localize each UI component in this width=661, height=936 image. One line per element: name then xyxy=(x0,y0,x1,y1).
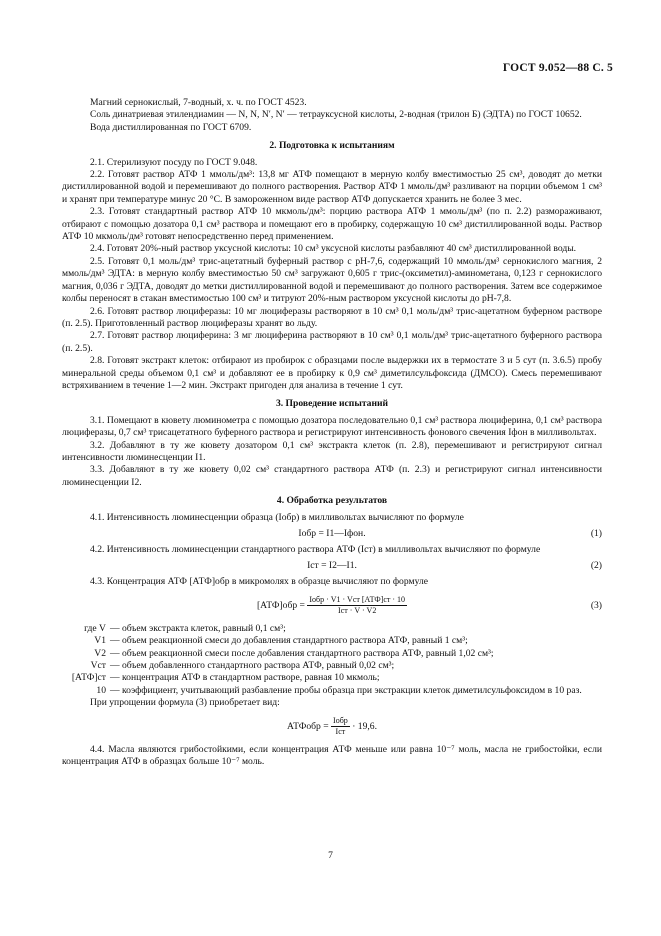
formula-3-fraction xyxy=(307,595,407,616)
paragraph-2-3: 2.3. Готовят стандартный раствор АТФ 10 мкмоль/дм³: порцию раствора АТФ 1 ммоль/дм³ (по п. 2.2) размораживают, отбирают с помощью дозатора 0,1 см³ раствора и помещают его в пробирку, содержащую 10 см³ дистиллированной воды. Раствор АТФ 10 мкмоль/дм³ готовят непосредственно перед применением. xyxy=(62,206,602,243)
section-3-title: 3. Проведение испытаний xyxy=(275,398,389,410)
paragraph-3-2: 3.2. Добавляют в ту же кювету дозатором 0,1 см³ экстракта клеток (п. 2.8), перемешивают и регистрируют сигнал интенсивности люминесценции I1. xyxy=(62,439,602,463)
legend-symbol: V1 xyxy=(94,635,106,647)
legend-symbol: 10 xyxy=(96,684,106,696)
formula-3 xyxy=(62,591,602,621)
standard-header: ГОСТ 9.052—88 С. 5 xyxy=(502,62,613,74)
legend-symbol: [АТФ]ст xyxy=(71,672,106,684)
legend-row xyxy=(62,635,602,647)
paragraph-2-8: 2.8. Готовят экстракт клеток: отбирают из пробирок с образцами после выдержки их в термостате 3 и 5 сут (п. 3.6.5) пробу минеральной среды объемом 0,1 см³ и добавляют ее в пробирку к 0,9 см³ диметилсульфоксида (ДМСО). Смесь перемешивают встряхиванием в течение 1—2 мин. Экстракт пригоден для анализа в течение 1 сут. xyxy=(62,355,602,391)
formula-4-fraction xyxy=(331,716,350,737)
intro-line: Вода дистиллированная по ГОСТ 6709. xyxy=(90,121,252,133)
page-body xyxy=(62,97,602,768)
formula-2-text: Iст = I2—I1. xyxy=(307,560,357,572)
formula-3-lhs: [АТФ]обр = xyxy=(256,599,305,611)
paragraph-4-1: 4.1. Интенсивность люминесценции образца (Iобр) в милливольтах вычисляют по формуле xyxy=(90,511,464,523)
section-2-title: 2. Подготовка к испытаниям xyxy=(269,140,395,152)
intro-line: Соль динатриевая этилендиамин — N, N, N′, N′ — тетрауксусной кислоты, 2-водная (трилон Б) (ЭДТА) по ГОСТ 10652. xyxy=(90,109,582,121)
formula-4-numerator: Iобр xyxy=(333,715,348,725)
paragraph-2-4: 2.4. Готовят 20%-ный раствор уксусной кислоты: 10 см³ уксусной кислоты разбавляют 40 см³ дистиллированной воды. xyxy=(90,243,577,255)
legend-text: — коэффициент, учитывающий разбавление пробы образца при экстракции клеток диметилсульфоксидом в 10 раз. xyxy=(110,684,582,696)
formula-4-lhs: АТФобр = xyxy=(287,720,329,732)
legend-symbol: где V xyxy=(84,622,106,634)
formula-1-number: (1) xyxy=(590,528,602,539)
legend-text: — объем реакционной смеси после добавления стандартного раствора АТФ, равный 1,02 см³; xyxy=(110,647,494,659)
paragraph-2-2: 2.2. Готовят раствор АТФ 1 ммоль/дм³: 13,8 мг АТФ помещают в мерную колбу вместимостью 25 см³, доводят до метки дистиллированной водой и перемешивают до полного растворения. Раствор АТФ 1 ммоль/дм³ разливают на порции объемом 1 см³ и хранят при температуре минус 20 °С. В замороженном виде раствор АТФ допускается хранить не более 3 мес. xyxy=(62,169,602,205)
paragraph-4-2: 4.2. Интенсивность люминесценции стандартного раствора АТФ (Iст) в милливольтах вычисляют по формуле xyxy=(90,544,541,555)
legend-symbol: V2 xyxy=(94,647,106,659)
formula-2-number: (2) xyxy=(590,560,602,572)
formula-1-text: Iобр = I1—Iфон. xyxy=(298,528,366,539)
formula-4-rhs: · 19,6. xyxy=(352,720,377,732)
legend-row xyxy=(62,660,602,672)
intro-line: Магний сернокислый, 7-водный, х. ч. по ГОСТ 4523. xyxy=(90,97,307,108)
page-number: 7 xyxy=(328,850,333,861)
paragraph-3-1: 3.1. Помещают в кювету люминометра с помощью дозатора последовательно 0,1 см³ раствора люциферина, 0,1 см³ раствора люциферазы, 0,7 см³ трисацетатного буферного раствора и регистрируют интенсивность фонового свечения Iфон в милливольтах. xyxy=(62,414,602,439)
legend-row xyxy=(62,623,602,635)
legend-symbol: Vст xyxy=(90,660,106,672)
legend-row xyxy=(62,672,602,684)
formula-4 xyxy=(62,712,602,742)
paragraph-2-5: 2.5. Готовят 0,1 моль/дм³ трис-ацетатный буферный раствор с рН-7,6, содержащий 10 ммоль/дм³ сернокислого магния, 2 ммоль/дм³ ЭДТА: в мерную колбу вместимостью 50 см³ загружают 0,605 г трис-(оксиметил)-аминометана, 0,123 г сернокислого магния, 0,036 г ЭДТА, доводят до метки дистиллированной водой и перемешивают до полного растворения. Затем все содержимое колбы переносят в стакан вместимостью 100 см³ и титруют 20%-ным раствором уксусной кислоты до рН-7,8. xyxy=(62,255,602,305)
formula-1 xyxy=(62,526,602,542)
paragraph-3-3: 3.3. Добавляют в ту же кювету 0,02 см³ стандартного раствора АТФ (п. 2.3) и регистрируют сигнал интенсивности люминесценции I2. xyxy=(62,464,602,488)
legend-text: — объем экстракта клеток, равный 0,1 см³; xyxy=(110,622,286,634)
paragraph-4-4: 4.4. Масла являются грибостойкими, если концентрация АТФ меньше или равна 10⁻⁷ моль, масла не грибостойки, если концентрация АТФ в образцах больше 10⁻⁷ моль. xyxy=(62,743,602,768)
simplified-intro: При упрощении формула (3) приобретает вид: xyxy=(90,697,280,709)
formula-2 xyxy=(62,558,602,574)
legend-row xyxy=(62,648,602,660)
formula-3-number: (3) xyxy=(590,599,602,611)
paragraph-4-3: 4.3. Концентрация АТФ [АТФ]обр в микромолях в образце вычисляют по формуле xyxy=(90,576,428,588)
legend-text: — объем добавленного стандартного раствора АТФ, равный 0,02 см³; xyxy=(110,660,395,672)
formula-4-denominator: Iст xyxy=(335,726,346,736)
legend-row xyxy=(62,685,602,697)
formula-3-numerator: Iобр · V1 · Vст [АТФ]ст · 10 xyxy=(309,595,406,605)
paragraph-2-7: 2.7. Готовят раствор люциферина: 3 мг люциферина растворяют в 10 см³ 0,1 моль/дм³ трис-ацетатного буферного раствора (п. 2.5). xyxy=(62,330,602,354)
legend-text: — объем реакционной смеси до добавления стандартного раствора АТФ, равный 1 см³; xyxy=(110,635,468,647)
paragraph-2-6: 2.6. Готовят раствор люциферазы: 10 мг люциферазы растворяют в 10 см³ 0,1 моль/дм³ трис-ацетатном буферном растворе (п. 2.5). Приготовленный раствор люциферазы хранят во льду. xyxy=(62,305,602,329)
section-4-title: 4. Обработка результатов xyxy=(276,495,388,507)
legend-text: — концентрация АТФ в стандартном растворе, равная 10 мкмоль; xyxy=(110,672,380,684)
formula-3-denominator: Iст · V · V2 xyxy=(338,606,377,616)
paragraph-2-1: 2.1. Стерилизуют посуду по ГОСТ 9.048. xyxy=(90,156,258,168)
